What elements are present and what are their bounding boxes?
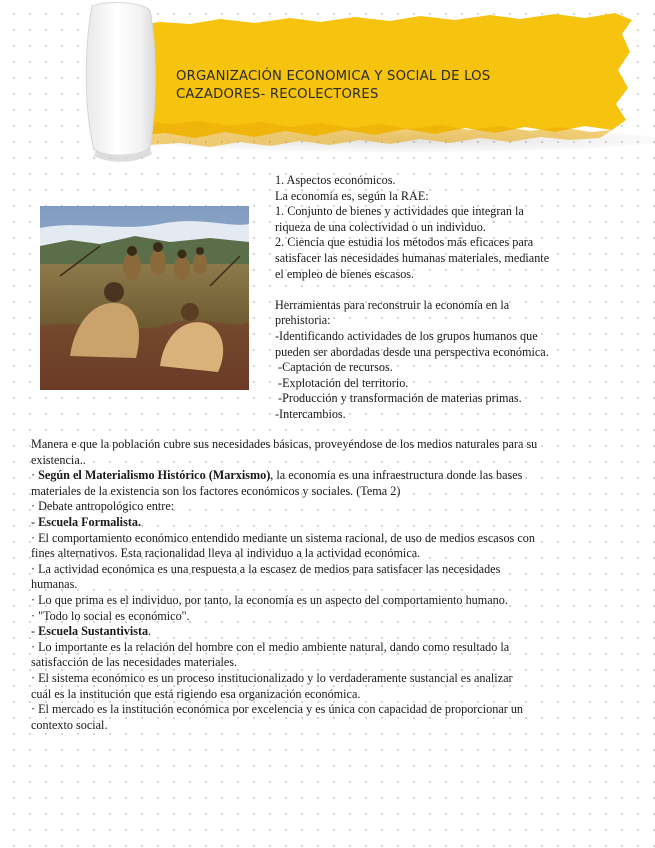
text-line [31, 515, 621, 531]
text-line: 2. Ciencia que estudia los métodos más eficaces para [275, 235, 534, 250]
text-line: -Captación de recursos. [275, 360, 393, 375]
text-line: satisfacción de las necesidades materiales. [31, 655, 238, 670]
text-line: -Producción y transformación de materias primas. [275, 391, 522, 406]
text-line: pueden ser abordadas desde una perspectiva económica. [275, 344, 549, 359]
text-line: humanas. [31, 577, 78, 592]
text-line: satisfacer las necesidades humanas materiales, mediante [275, 250, 550, 265]
text-fragment: . [148, 624, 152, 639]
text-line: Herramientas para reconstruir la economía en la [275, 297, 510, 312]
substantivist-school-heading: Escuela Sustantivista [38, 624, 149, 639]
text-line: La economía es, según la RAE: [275, 188, 429, 203]
prehistoric-scene-image [40, 206, 249, 390]
text-line: · El sistema económico es un proceso institucionalizado y lo verdaderamente sustancial es analizar [31, 670, 513, 685]
text-line: · Lo importante es la relación del hombre con el medio ambiente natural, dando como resultado la [31, 639, 510, 654]
dash: - [31, 514, 39, 529]
spacer [275, 282, 605, 298]
historical-materialism-term: Según el Materialismo Histórico (Marxismo) [38, 468, 271, 483]
text-line: cuál es la institución que está rigiendo esa organización económica. [31, 686, 361, 701]
text-line: prehistoria: [275, 313, 331, 328]
formalist-school-heading: Escuela Formalista. [38, 514, 142, 529]
text-line: -Explotación del territorio. [275, 375, 409, 390]
text-line: -Intercambios. [275, 406, 346, 421]
title-banner [0, 0, 655, 170]
text-line: · El comportamiento económico entendido mediante un sistema racional, de uso de medios escasos con [31, 530, 535, 545]
text-line: contexto social. [31, 717, 108, 732]
text-line: · "Todo lo social es económico". [31, 608, 190, 623]
text-line: · Lo que prima es el individuo, por tanto, la economía es un aspecto del comportamiento humano. [31, 592, 508, 607]
text-line: el empleo de bienes escasos. [275, 266, 415, 281]
text-line: Manera e que la población cubre sus necesidades básicas, proveyéndose de los medios naturales para su [31, 437, 538, 451]
text-fragment: , la economía es una infraestructura donde las bases [270, 468, 523, 483]
text-line [31, 624, 621, 640]
economic-organization-body [31, 437, 621, 733]
bullet: · [31, 468, 39, 483]
text-line: · Debate antropológico entre: [31, 499, 175, 514]
text-line: riqueza de una colectividad o un individuo. [275, 219, 486, 234]
dash: - [31, 624, 39, 639]
text-line: fines alternativos. Esta racionalidad lleva al individuo a la actividad económica. [31, 546, 421, 561]
text-line [31, 468, 621, 484]
text-line: -Identificando actividades de los grupos humanos que [275, 328, 538, 343]
title-line-2: CAZADORES- RECOLECTORES [176, 87, 379, 102]
text-line: 1. Conjunto de bienes y actividades que integran la [275, 204, 524, 219]
text-line: materiales de la existencia son los factores económicos y sociales. (Tema 2) [31, 483, 401, 498]
title-line-1: ORGANIZACIÓN ECONOMICA Y SOCIAL DE LOS [176, 69, 491, 84]
economic-aspects-section [275, 173, 605, 423]
page-title [176, 68, 556, 104]
text-line: existencia.. [31, 452, 86, 467]
text-line: · El mercado es la institución económica por excelencia y es única con capacidad de proporcionar un [31, 702, 524, 717]
hunter-gatherers-photo [40, 206, 249, 390]
text-line: · La actividad económica es una respuesta a la escasez de medios para satisfacer las necesidades [31, 561, 501, 576]
text-line: 1. Aspectos económicos. [275, 173, 396, 187]
